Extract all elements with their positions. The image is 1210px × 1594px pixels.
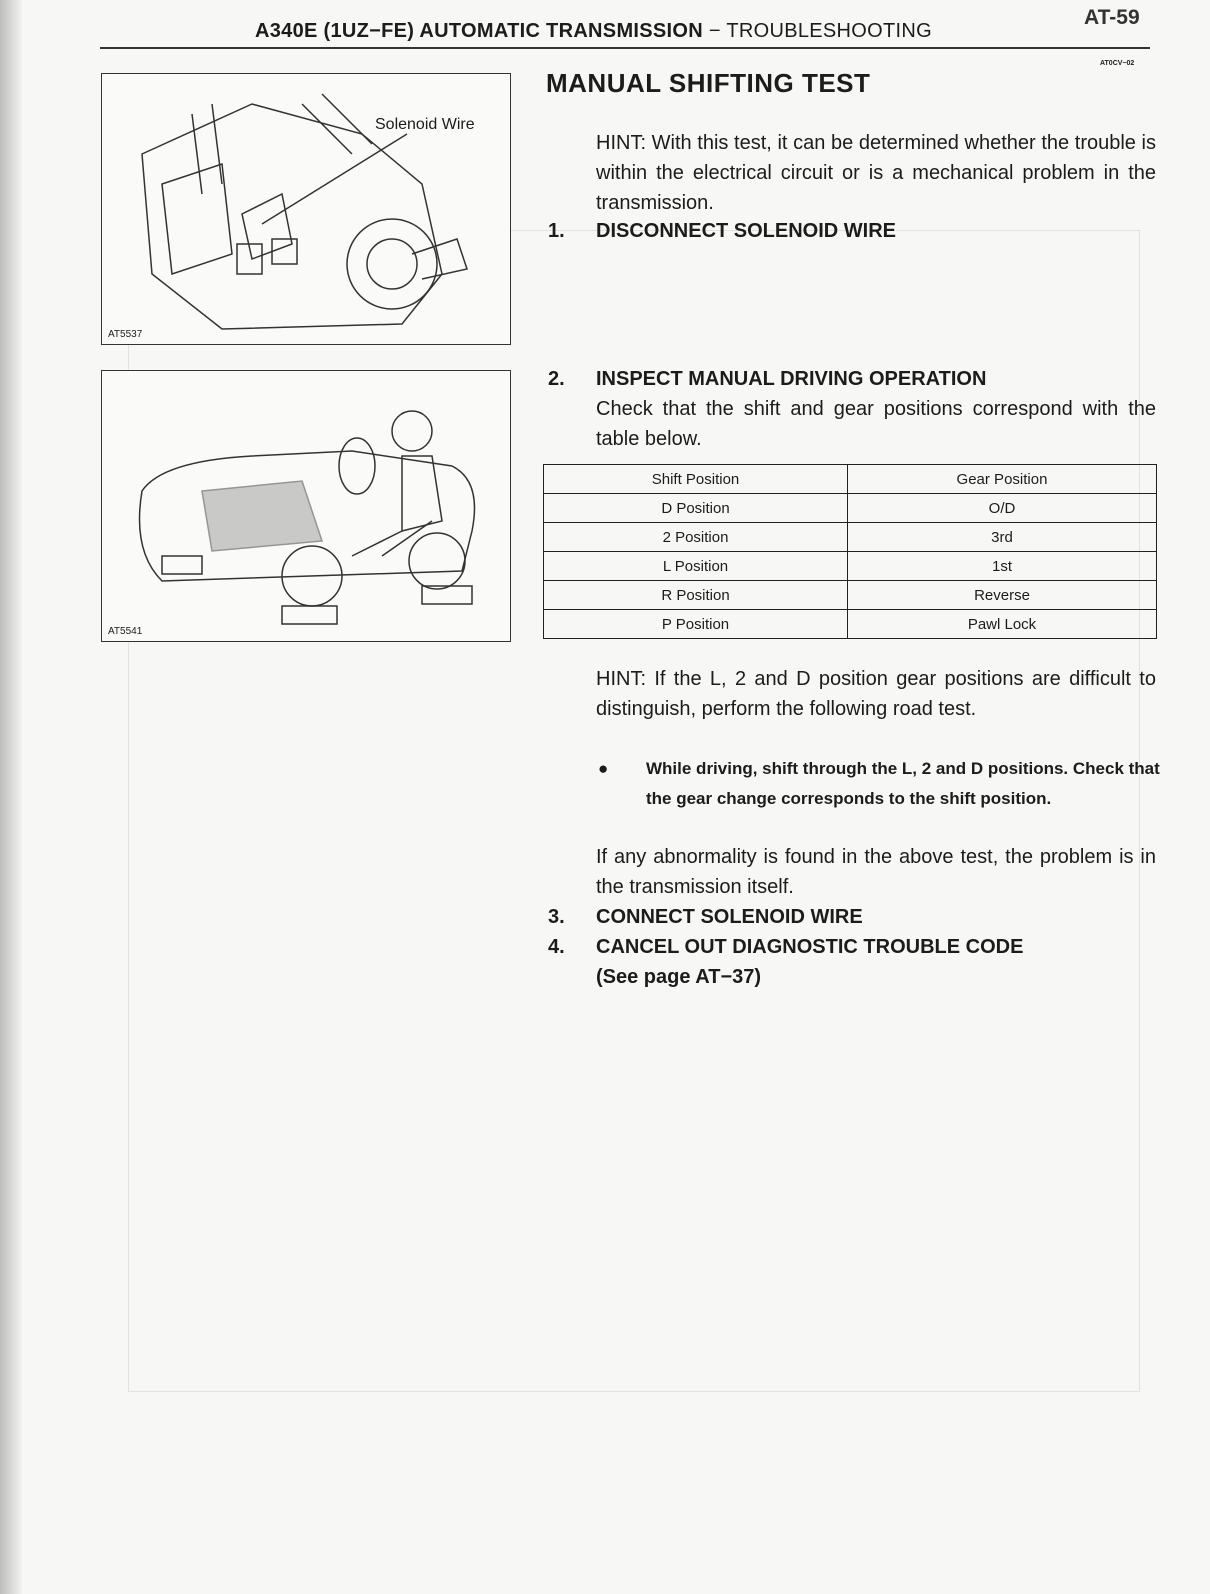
page-reference: (See page AT−37) — [596, 966, 762, 988]
figure-driving-test — [101, 370, 511, 642]
table-row: 2 Position 3rd — [544, 523, 1157, 552]
step-2-text: Check that the shift and gear positions correspond with the table below. — [596, 398, 1156, 450]
section-title: MANUAL SHIFTING TEST — [546, 68, 871, 98]
step-4: 4. CANCEL OUT DIAGNOSTIC TROUBLE CODE (See page AT−37) — [548, 936, 1024, 988]
table-row: R Position Reverse — [544, 581, 1157, 610]
table-header-row: Shift Position Gear Position — [544, 465, 1157, 494]
scan-edge — [0, 0, 22, 1594]
header-rule — [100, 47, 1150, 49]
page-header: A340E (1UZ−FE) AUTOMATIC TRANSMISSION − TROUBLESHOOTING — [255, 20, 932, 42]
step-1: 1. DISCONNECT SOLENOID WIRE — [548, 220, 897, 242]
shift-gear-table — [543, 464, 1157, 639]
bullet-icon: ● — [598, 759, 609, 778]
bullet-road-test: ● While driving, shift through the L, 2 and D positions. Check that the gear change corresponds to the shift position. — [598, 754, 1163, 814]
table-row: L Position 1st — [544, 552, 1157, 581]
doc-code: AT0CV−02 — [1100, 60, 1135, 67]
driving-test-illustration — [102, 371, 510, 641]
figure-transmission — [101, 73, 511, 345]
hint-electrical: HINT: With this test, it can be determined whether the trouble is within the electrical circuit or is a mechanical problem in the transmission. — [596, 132, 1156, 214]
step-2: 2. INSPECT MANUAL DRIVING OPERATION — [548, 368, 987, 390]
figure-id: AT5537 — [108, 329, 143, 340]
step-3: 3. CONNECT SOLENOID WIRE — [548, 906, 863, 928]
abnormality-text: If any abnormality is found in the above test, the problem is in the transmission itself. — [596, 846, 1156, 898]
figure-label-solenoid-wire: Solenoid Wire — [375, 116, 475, 133]
hint-road-test: HINT: If the L, 2 and D position gear positions are difficult to distinguish, perform the following road test. — [596, 668, 1156, 720]
page-number: AT-59 — [1084, 6, 1140, 29]
transmission-illustration — [102, 74, 510, 344]
table-row: D Position O/D — [544, 494, 1157, 523]
table-row: P Position Pawl Lock — [544, 610, 1157, 639]
figure-id: AT5541 — [108, 626, 143, 637]
